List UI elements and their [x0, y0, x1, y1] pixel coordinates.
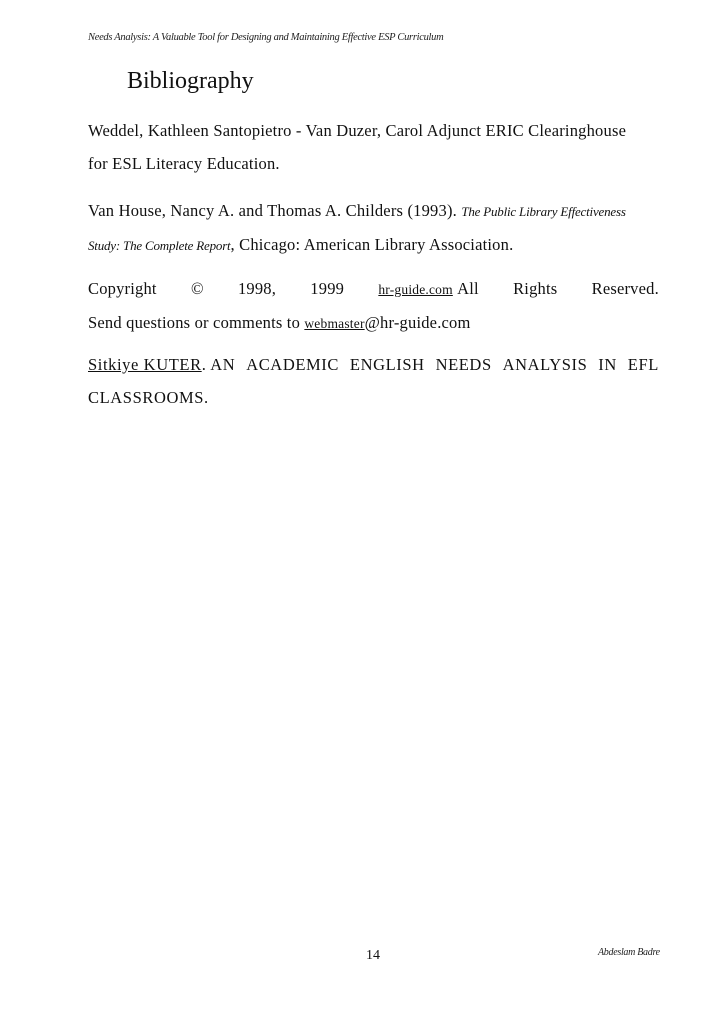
entry-line [88, 306, 659, 340]
bibliography-entry-vanhouse [88, 194, 659, 262]
book-title: Study: The Complete Report [88, 238, 231, 253]
word: ANALYSIS [502, 355, 588, 374]
word: Rights [513, 279, 558, 298]
entry-line [88, 272, 659, 306]
hr-guide-link[interactable]: hr-guide.com [378, 282, 453, 297]
word: IN [598, 355, 617, 374]
bibliography-entry-kuter [88, 348, 659, 414]
word: . [201, 355, 207, 374]
entry-text: Send questions or comments to [88, 313, 305, 332]
entry-line: Weddel, Kathleen Santopietro - Van Duzer, Carol Adjunct ERIC Clearinghouse [88, 121, 627, 140]
footer-author: Abdeslam Badre [598, 947, 660, 958]
entry-line [88, 194, 659, 228]
entry-line: for ESL Literacy Education. [88, 154, 280, 173]
word: ENGLISH [349, 355, 425, 374]
link-group [378, 272, 479, 306]
entry-text: @hr-guide.com [364, 313, 471, 332]
word: All [457, 279, 479, 298]
webmaster-link[interactable]: webmaster [304, 316, 365, 331]
running-header: Needs Analysis: A Valuable Tool for Designing and Maintaining Effective ESP Curriculum [88, 32, 444, 43]
word: Reserved. [591, 279, 659, 298]
entry-line [88, 228, 659, 262]
author-group [88, 348, 235, 381]
book-title: The Public Library Effectiveness [461, 204, 626, 219]
kuter-author-link[interactable]: Sitkiye KUTER [88, 355, 202, 374]
entry-line [88, 348, 659, 381]
bibliography-heading: Bibliography [127, 68, 254, 94]
word: Copyright [88, 279, 157, 298]
word: 1999 [310, 279, 345, 298]
copyright-symbol: © [190, 279, 204, 298]
entry-text: , Chicago: American Library Association. [230, 235, 514, 254]
word: AN [210, 355, 236, 374]
word: EFL [627, 355, 659, 374]
word: 1998, [237, 279, 277, 298]
entry-text: Van House, Nancy A. and Thomas A. Childers (1993). [88, 201, 462, 220]
bibliography-entry-weddel [88, 114, 659, 180]
bibliography-entry-copyright [88, 272, 659, 340]
word: NEEDS [435, 355, 492, 374]
entry-line: CLASSROOMS. [88, 388, 209, 407]
page-number: 14 [366, 948, 380, 963]
word: ACADEMIC [246, 355, 339, 374]
